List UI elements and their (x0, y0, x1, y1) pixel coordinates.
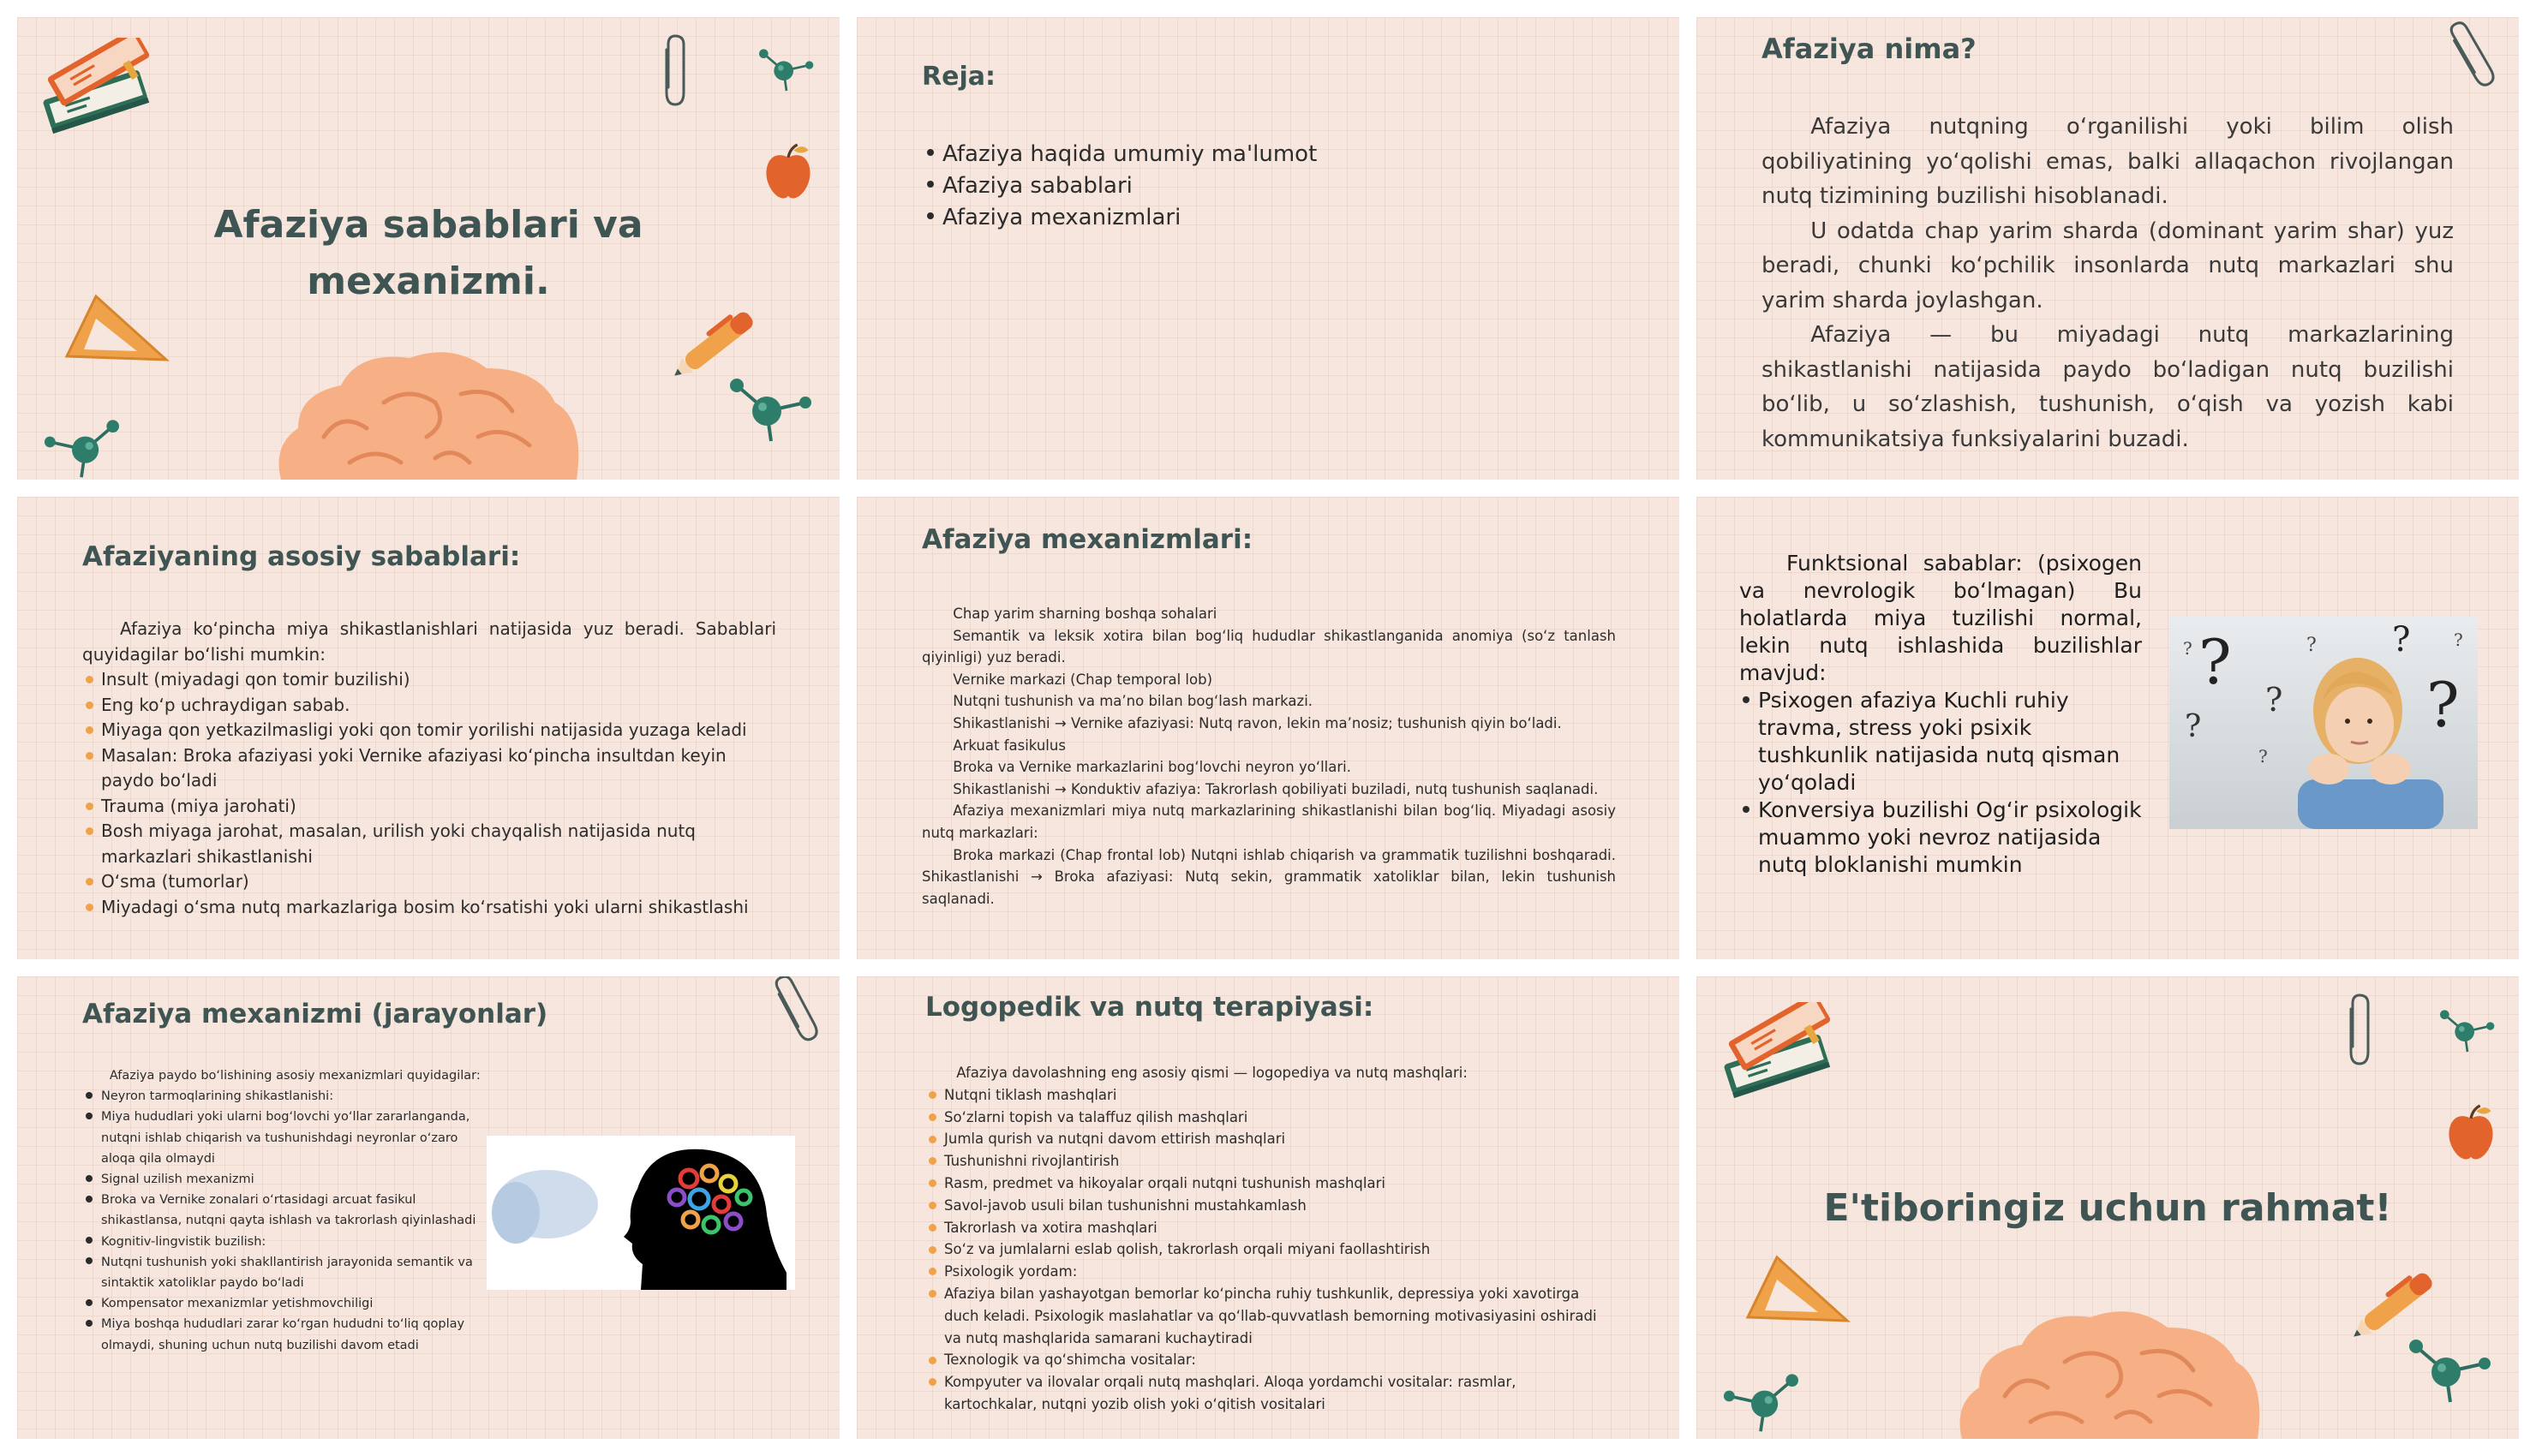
list-item: Afaziya bilan yashayotgan bemorlar ko‘pincha ruhiy tushkunlik, depressiya yoki xavotirga duch keladi. Psixologik maslahatlar va qo‘llab-quvvatlash bemorning motivasiyasini oshiradi va nutq mashqlarida samarani kuchaytiradi (925, 1283, 1611, 1349)
paragraph: Afaziya — bu miyadagi nutq markazlarining shikastlanishi natijasida paydo bo‘ladigan nutq buzilishi bo‘lib, u so‘zlashish, tushunish, o‘qish va yozish kabi kommunikatsiya funksiyalarini buzadi. (1761, 322, 2454, 452)
list-item: Masalan: Broka afaziyasi yoki Vernike afaziyasi ko‘pincha insultdan keyin paydo bo‘ladi (82, 743, 776, 794)
paragraph: Shikastlanishi → Konduktiv afaziya: Takrorlash qobiliyati buziladi, nutq tushunish saqlanadi. (953, 780, 1599, 797)
list-item: So‘z va jumlalarni eslab qolish, takrorlash orqali miyani faollashtirish (925, 1238, 1611, 1261)
list-item: Trauma (miya jarohati) (82, 794, 776, 820)
paragraph: Afaziya nutqning o‘rganilishi yoki bilim olish qobiliyatining yo‘qolishi emas, balki allaqachon rivojlangan nutq tizimining buzilishi hisoblanadi. (1761, 114, 2454, 209)
question-child-image (2169, 617, 2478, 829)
molecule-icon (34, 403, 129, 480)
slide-title: Afaziya mexanizmlari: (922, 524, 1253, 555)
svg-text:?: ? (2392, 620, 2411, 659)
apple-icon (761, 140, 816, 206)
slide-5-mechanisms[interactable] (857, 497, 1679, 959)
list-item: Takrorlash va xotira mashqlari (925, 1217, 1611, 1239)
list-item: Neyron tarmoqlarining shikastlanishi: (82, 1086, 485, 1107)
list-item: Nutqni tiklash mashqlari (925, 1084, 1611, 1107)
paperclip-icon (2341, 992, 2375, 1069)
slide-title: E'tiboringiz uchun rahmat! (1823, 1186, 2392, 1230)
paragraph: Semantik va leksik xotira bilan bog‘liq hududlar shikastlanganida anomiya (so‘z tanlash qiyinligi) yuz beradi. (922, 627, 1616, 666)
intro-text: Afaziya paydo bo‘lishining asosiy mexanizmlari quyidagilar: (109, 1069, 481, 1083)
brain-icon (264, 343, 589, 480)
brain-icon (1945, 1302, 2270, 1439)
molecule-icon (720, 360, 822, 445)
intro-text: Afaziya ko‘pincha miya shikastlanishlari natijasida yuz beradi. Sabablari quyidagilar bo‘lishi mumkin: (82, 618, 776, 665)
svg-text:?: ? (2185, 709, 2202, 744)
list-item: Psixologik yordam: (925, 1261, 1611, 1283)
list-item: Insult (miyadagi qon tomir buzilishi) (82, 667, 776, 693)
causes-content (82, 617, 776, 920)
paragraph: Arkuat fasikulus (953, 737, 1066, 754)
list-item: Signal uzilish mexanizmi (82, 1169, 485, 1190)
list-item: Broka va Vernike zonalari o‘rtasidagi arcuat fasikul shikastlansa, nutqni qayta ishlash va takrorlash qiyinlashadi (82, 1190, 485, 1231)
slide-title: Afaziyaning asosiy sabablari: (82, 541, 521, 572)
plan-list (924, 139, 1575, 234)
list-item: Psixogen afaziya Kuchli ruhiy travma, stress yoki psixik tushkunlik natijasida nutq qisman yo‘qoladi (1739, 687, 2142, 797)
list-item: Kompensator mexanizmlar yetishmovchiligi (82, 1293, 485, 1314)
definition-text (1761, 110, 2454, 456)
intro-text: Funktsional sabablar: (psixogen va nevrologik bo‘lmagan) Bu holatlarda miya tuzilishi normal, lekin nutq ishlashida buzilishlar mavjud: (1739, 551, 2142, 685)
list-item: Afaziya mexanizmlari (924, 202, 1575, 234)
slide-title: Afaziya sabablari va mexanizmi. (213, 203, 643, 303)
slide-4-causes[interactable] (17, 497, 840, 959)
apple-icon (2443, 1101, 2498, 1167)
processes-list (82, 1086, 485, 1356)
ruler-triangle-icon (62, 289, 173, 367)
paragraph: Broka markazi (Chap frontal lob) Nutqni ishlab chiqarish va grammatik tuzilishni boshqaradi. Shikastlanishi → Broka afaziyasi: Nutq sekin, grammatik xatoliklar bilan, lekin tushunish saqlanadi. (922, 846, 1616, 907)
list-item: Kognitiv-lingvistik buzilish: (82, 1232, 485, 1252)
svg-text:?: ? (2426, 669, 2460, 741)
slide-title: Reja: (922, 62, 996, 92)
paragraph: Vernike markazi (Chap temporal lob) (953, 671, 1213, 688)
functional-list (1739, 687, 2142, 879)
list-item: O‘sma (tumorlar) (82, 869, 776, 895)
molecule-icon (1714, 1357, 1808, 1435)
slide-2-plan[interactable] (857, 17, 1679, 480)
svg-text:?: ? (2258, 746, 2268, 767)
slide-8-therapy[interactable] (857, 976, 1679, 1439)
paragraph: Shikastlanishi → Vernike afaziyasi: Nutq ravon, lekin ma’nosiz; tushunish qiyin bo‘ladi. (953, 714, 1562, 731)
list-item: So‘zlarni topish va talaffuz qilish mashqlari (925, 1107, 1611, 1129)
svg-text:?: ? (2198, 626, 2232, 698)
processes-content (82, 1065, 485, 1356)
list-item: Rasm, predmet va hikoyalar orqali nutqni tushunish mashqlari (925, 1173, 1611, 1195)
molecule-icon (2433, 995, 2502, 1057)
paragraph: Nutqni tushunish va ma’no bilan bog‘lash markazi. (953, 693, 1313, 710)
slide-title: Afaziya nima? (1761, 33, 1977, 65)
list-item: Nutqni tushunish yoki shakllantirish jarayonida semantik va sintaktik xatoliklar paydo bo‘ladi (82, 1252, 485, 1293)
causes-list (82, 667, 776, 920)
head-gears-image (487, 1136, 795, 1290)
svg-text:?: ? (2306, 635, 2317, 656)
therapy-list (925, 1084, 1611, 1416)
paragraph: Broka va Vernike markazlarini bog‘lovchi neyron yo‘llari. (953, 759, 1351, 776)
svg-text:?: ? (2265, 681, 2283, 719)
books-icon (1715, 1002, 1844, 1105)
svg-text:?: ? (2183, 638, 2192, 659)
books-icon (34, 38, 163, 140)
list-item: Miya boshqa hududlari zarar ko‘rgan hududni to‘liq qoplay olmaydi, shuning uchun nutq buzilishi davom etadi (82, 1314, 485, 1355)
slide-title: Logopedik va nutq terapiyasi: (925, 992, 1374, 1023)
list-item: Tushunishni rivojlantirish (925, 1150, 1611, 1173)
list-item: Kompyuter va ilovalar orqali nutq mashqlari. Aloqa yordamchi vositalar: rasmlar, kartochkalar, nutqni yozib olish yoki o‘qitish vositalari (925, 1371, 1611, 1416)
molecule-icon (2399, 1321, 2502, 1406)
paperclip-icon (762, 976, 828, 1052)
slide-title: Afaziya mexanizmi (jarayonlar) (82, 999, 548, 1029)
paperclip-icon (2437, 17, 2505, 98)
mechanisms-text (922, 603, 1616, 910)
intro-text: Afaziya davolashning eng asosiy qismi — logopediya va nutq mashqlari: (956, 1065, 1468, 1081)
paragraph: Chap yarim sharning boshqa sohalari (953, 606, 1217, 622)
paperclip-icon (656, 33, 691, 110)
list-item: Miya hududlari yoki ularni bog‘lovchi yo‘llar zararlanganda, nutqni ishlab chiqarish va tushunishdagi neyronlar o‘zaro aloqa qila olmaydi (82, 1107, 485, 1169)
molecule-icon (752, 34, 821, 96)
list-item: Bosh miyaga jarohat, masalan, urilish yoki chayqalish natijasida nutq markazlari shikastlanishi (82, 819, 776, 869)
list-item: Texnologik va qo‘shimcha vositalar: (925, 1349, 1611, 1371)
list-item: Jumla qurish va nutqni davom ettirish mashqlari (925, 1128, 1611, 1150)
slide-7-mechanism-processes[interactable] (17, 976, 840, 1439)
list-item: Afaziya haqida umumiy ma'lumot (924, 139, 1575, 170)
slide-9-thanks[interactable] (1696, 976, 2519, 1439)
paragraph: Afaziya mexanizmlari miya nutq markazlarining shikastlanishi bilan bog‘liq. Miyadagi asosiy nutq markazlari: (922, 803, 1616, 841)
list-item: Miyadagi o‘sma nutq markazlariga bosim ko‘rsatishi yoki ularni shikastlashi (82, 895, 776, 921)
list-item: Afaziya sabablari (924, 170, 1575, 202)
slide-6-functional-causes[interactable] (1696, 497, 2519, 959)
svg-text:?: ? (2454, 630, 2463, 650)
list-item: Savol-javob usuli bilan tushunishni mustahkamlash (925, 1195, 1611, 1217)
paragraph: U odatda chap yarim sharda (dominant yarim shar) yuz beradi, chunki ko‘pchilik insonlarda nutq markazlari shu yarim sharda joylashgan. (1761, 218, 2454, 313)
list-item: Konversiya buzilishi Og‘ir psixologik muammo yoki nevroz natijasida nutq bloklanishi mumkin (1739, 797, 2142, 879)
list-item: Eng ko‘p uchraydigan sabab. (82, 693, 776, 719)
functional-text (1739, 550, 2142, 879)
therapy-content (925, 1062, 1611, 1416)
ruler-triangle-icon (1743, 1250, 1854, 1328)
slide-3-definition[interactable] (1696, 17, 2519, 480)
slide-1-title[interactable] (17, 17, 840, 480)
list-item: Miyaga qon yetkazilmasligi yoki qon tomir yorilishi natijasida yuzaga keladi (82, 718, 776, 743)
